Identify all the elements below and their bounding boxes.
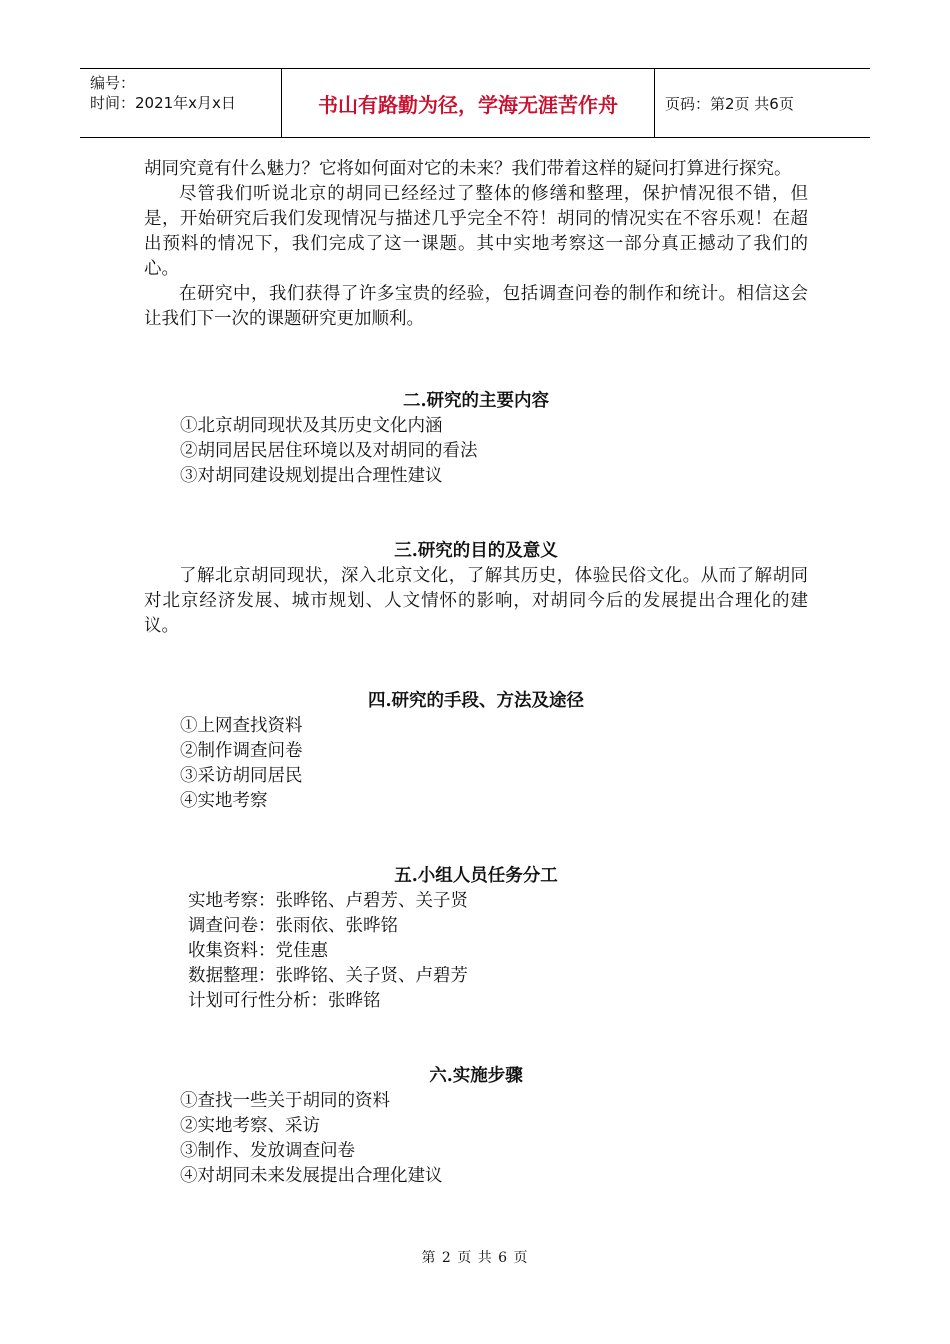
section-4-item: ④实地考察 (180, 791, 268, 811)
section-5-item: 收集资料：党佳惠 (188, 941, 328, 961)
section-5-title: 五.小组人员任务分工 (394, 866, 558, 886)
section-4-item: ②制作调查问卷 (180, 741, 303, 761)
page-footer: 第 2 页 共 6 页 (421, 1250, 529, 1266)
header-motto: 书山有路勤为径，学海无涯苦作舟 (282, 69, 655, 137)
section-5-item: 调查问卷：张雨依、张晔铭 (188, 916, 398, 936)
section-5-item: 计划可行性分析：张晔铭 (188, 991, 381, 1011)
section-3-text: 了解北京胡同现状，深入北京文化，了解其历史，体验民俗文化。从而了解胡同对北京经济发展、城市规划、人文情怀的影响，对胡同今后的发展提出合理化的建议。 (144, 566, 808, 636)
section-2-item: ①北京胡同现状及其历史文化内涵 (180, 416, 443, 436)
header-meta (80, 69, 282, 137)
section-6-item: ④对胡同未来发展提出合理化建议 (180, 1166, 443, 1186)
intro-paragraph-1: 胡同究竟有什么魅力？它将如何面对它的未来？我们带着这样的疑问打算进行探究。 (144, 159, 792, 179)
intro-paragraph-2: 尽管我们听说北京的胡同已经经过了整体的修缮和整理，保护情况很不错，但是，开始研究后我们发现情况与描述几乎完全不符！胡同的情况实在不容乐观！在超出预料的情况下，我们完成了这一课题。其中实地考察这一部分真正撼动了我们的心。 (144, 184, 808, 279)
page-header (80, 68, 870, 138)
section-2-item: ③对胡同建设规划提出合理性建议 (180, 466, 443, 486)
section-6-item: ②实地考察、采访 (180, 1116, 320, 1136)
section-4-title: 四.研究的手段、方法及途径 (367, 691, 585, 711)
section-4-item: ③采访胡同居民 (180, 766, 303, 786)
number-label: 编号： (90, 74, 136, 92)
section-6-item: ①查找一些关于胡同的资料 (180, 1091, 390, 1111)
section-6-title: 六.实施步骤 (429, 1066, 523, 1086)
intro-paragraph-3: 在研究中，我们获得了许多宝贵的经验，包括调查问卷的制作和统计。相信这会让我们下一次的课题研究更加顺利。 (144, 284, 808, 329)
section-2-title: 二.研究的主要内容 (402, 391, 550, 411)
document-body (144, 157, 808, 1189)
section-5-item: 数据整理：张晔铭、关子贤、卢碧芳 (188, 966, 468, 986)
time-label: 时间：2021年x月x日 (90, 94, 236, 112)
header-page-info: 页码：第2页 共6页 (665, 94, 794, 113)
section-3-title: 三.研究的目的及意义 (394, 541, 558, 561)
section-2-item: ②胡同居民居住环境以及对胡同的看法 (180, 441, 478, 461)
section-5-item: 实地考察：张晔铭、卢碧芳、关子贤 (188, 891, 468, 911)
section-4-item: ①上网查找资料 (180, 716, 303, 736)
section-6-item: ③制作、发放调查问卷 (180, 1141, 355, 1161)
